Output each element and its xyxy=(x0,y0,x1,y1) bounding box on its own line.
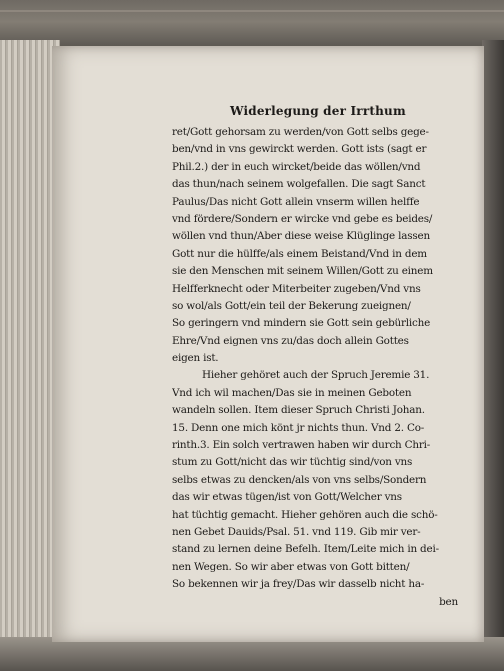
book-bottom-edge xyxy=(0,637,504,671)
text-line: Hieher gehöret auch der Spruch Jeremie 31. xyxy=(202,369,430,382)
catchword: ben xyxy=(439,595,458,608)
running-head: Widerlegung der Irrthum xyxy=(230,104,406,118)
text-line: 15. Denn one mich könt jr nichts thun. Vnd 2. Co- xyxy=(172,421,425,434)
text-line: nen Wegen. So wir aber etwas von Gott bitten/ xyxy=(172,560,410,573)
text-line: nen Gebet Dauids/Psal. 51. vnd 119. Gib mir ver- xyxy=(172,525,421,538)
text-line: Gott nur die hülffe/als einem Beistand/Vnd in dem xyxy=(172,247,427,260)
text-line: hat tüchtig gemacht. Hieher gehören auch die schö- xyxy=(172,508,438,521)
text-line: Ehre/Vnd eignen vns zu/das doch allein Gottes xyxy=(172,334,409,347)
text-line: Paulus/Das nicht Gott allein vnserm willen helffe xyxy=(172,195,420,208)
text-line: ret/Gott gehorsam zu werden/von Gott selbs gege- xyxy=(172,126,429,138)
book-top-edge xyxy=(0,0,504,48)
text-line: Vnd ich wil machen/Das sie in meinen Geboten xyxy=(172,386,412,399)
body-text xyxy=(172,124,462,611)
text-line: das wir etwas tügen/ist von Gott/Welcher vns xyxy=(172,491,402,504)
text-line: sie den Menschen mit seinem Willen/Gott zu einem xyxy=(172,265,433,278)
page-stack-edges xyxy=(0,40,60,671)
text-line: eigen ist. xyxy=(172,352,219,365)
text-line: so wol/als Gott/ein teil der Bekerung zueignen/ xyxy=(172,299,411,312)
text-line: wandeln sollen. Item dieser Spruch Christi Johan. xyxy=(172,404,425,417)
text-line: rinth.3. Ein solch vertrawen haben wir durch Chri- xyxy=(172,439,431,452)
book-right-shadow xyxy=(482,40,504,671)
text-line: Phil.2.) der in euch wircket/beide das wöllen/vnd xyxy=(172,160,421,173)
text-line: stand zu lernen deine Befelh. Item/Leite mich in dei- xyxy=(172,543,439,556)
text-line: das thun/nach seinem wolgefallen. Die sagt Sanct xyxy=(172,178,426,191)
text-line: selbs etwas zu dencken/als von vns selbs/Sondern xyxy=(172,473,427,486)
text-line: vnd fördere/Sondern er wircke vnd gebe es beides/ xyxy=(172,212,433,225)
text-line: wöllen vnd thun/Aber diese weise Klüglinge lassen xyxy=(172,230,430,243)
text-line: So geringern vnd mindern sie Gott sein gebürliche xyxy=(172,317,431,330)
text-line: ben/vnd in vns gewirckt werden. Gott ists (sagt er xyxy=(172,143,427,156)
text-line: Helfferknecht oder Miterbeiter zugeben/Vnd vns xyxy=(172,282,421,295)
text-line: stum zu Gott/nicht das wir tüchtig sind/von vns xyxy=(172,456,413,469)
text-line: So bekennen wir ja frey/Das wir dasselb nicht ha- xyxy=(172,578,425,591)
